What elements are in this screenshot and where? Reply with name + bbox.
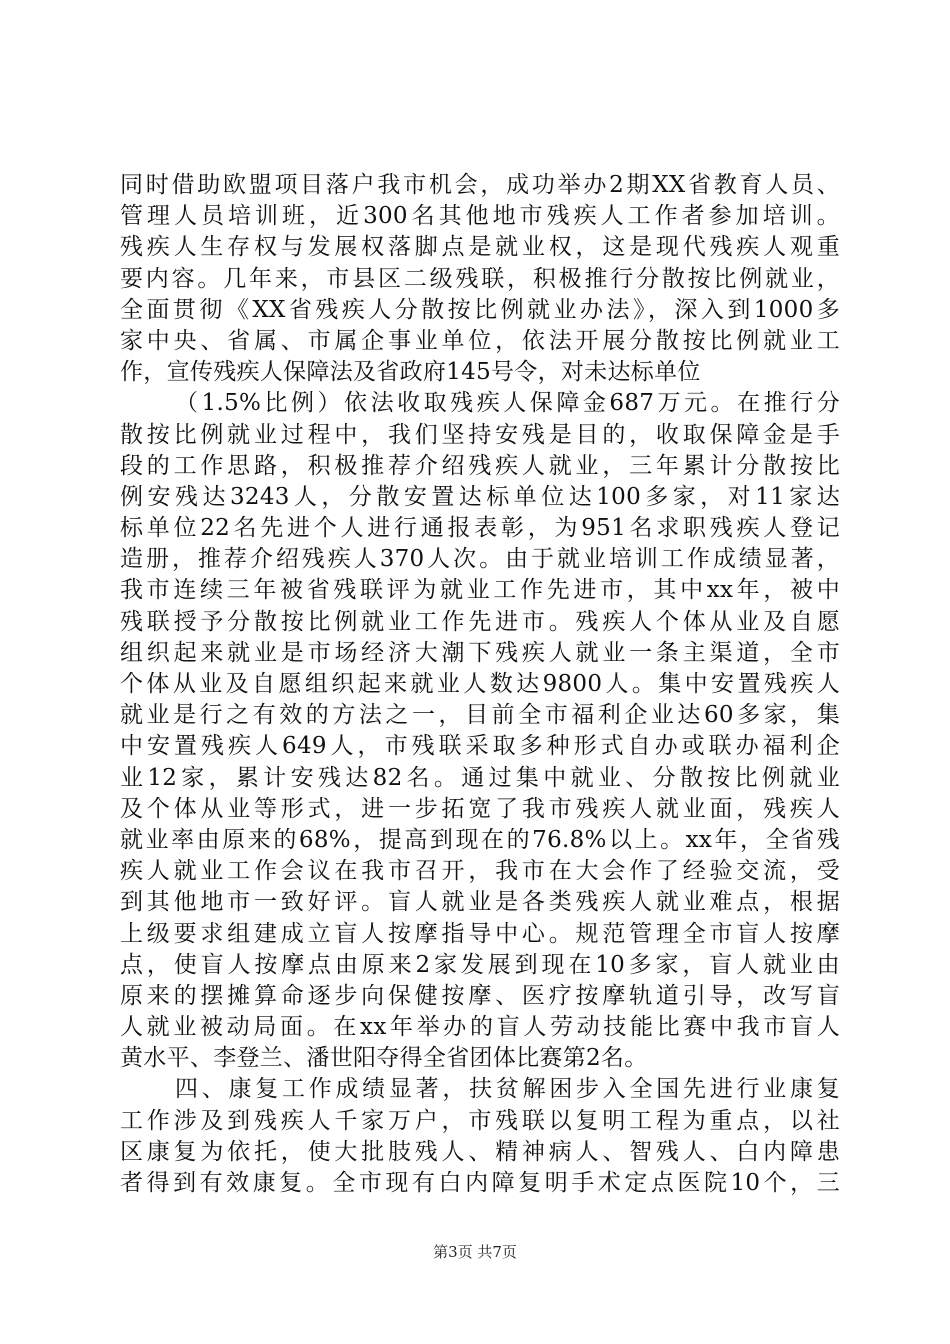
text-line: 黄水平、李登兰、潘世阳夺得全省团体比赛第2名。 bbox=[120, 1045, 648, 1072]
text-line: 及个体从业等形式，进一步拓宽了我市残疾人就业面，残疾人 bbox=[120, 795, 840, 822]
text-line: 者得到有效康复。全市现有白内障复明手术定点医院10个，三 bbox=[120, 1170, 840, 1196]
text-line: 管理人员培训班，近300名其他地市残疾人工作者参加培训。 bbox=[120, 203, 840, 230]
text-line: 区康复为依托，使大批肢残人、精神病人、智残人、白内障患 bbox=[120, 1138, 840, 1165]
text-line: 作，宣传残疾人保障法及省政府145号令，对未达标单位 bbox=[120, 359, 701, 386]
text-line: 中安置残疾人649人，市残联采取多种形式自办或联办福利企 bbox=[120, 733, 840, 760]
text-line: 散按比例就业过程中，我们坚持安残是目的，收取保障金是手 bbox=[120, 421, 840, 448]
text-line: 标单位22名先进个人进行通报表彰，为951名求职残疾人登记 bbox=[120, 515, 840, 542]
text-line: 工作涉及到残疾人千家万户，市残联以复明工程为重点，以社 bbox=[120, 1107, 840, 1134]
text-line: 例安残达3243人，分散安置达标单位达100多家，对11家达 bbox=[120, 483, 840, 510]
text-line: 个体从业及自愿组织起来就业人数达9800人。集中安置残疾人 bbox=[120, 671, 840, 697]
text-line: 上级要求组建成立盲人按摩指导中心。规范管理全市盲人按摩 bbox=[120, 920, 840, 947]
text-line: 残联授予分散按比例就业工作先进市。残疾人个体从业及自愿 bbox=[120, 608, 840, 635]
text-line: 家中央、省属、市属企事业单位，依法开展分散按比例就业工 bbox=[120, 327, 840, 354]
text-line: 段的工作思路，积极推荐介绍残疾人就业，三年累计分散按比 bbox=[120, 452, 840, 479]
text-line: 造册，推荐介绍残疾人370人次。由于就业培训工作成绩显著， bbox=[120, 546, 840, 573]
text-line: 要内容。几年来，市县区二级残联，积极推行分散按比例就业， bbox=[120, 265, 840, 292]
text-line: 就业是行之有效的方法之一，目前全市福利企业达60多家，集 bbox=[120, 702, 840, 729]
text-line: 我市连续三年被省残联评为就业工作先进市，其中xx年，被中 bbox=[120, 577, 840, 604]
text-line: 业12家，累计安残达82名。通过集中就业、分散按比例就业 bbox=[120, 764, 840, 791]
text-line: 人就业被动局面。在xx年举办的盲人劳动技能比赛中我市盲人 bbox=[120, 1014, 840, 1041]
text-line: 到其他地市一致好评。盲人就业是各类残疾人就业难点，根据 bbox=[120, 889, 840, 916]
text-line: 全面贯彻《XX省残疾人分散按比例就业办法》，深入到1000多 bbox=[120, 296, 840, 323]
page-footer bbox=[0, 1241, 950, 1262]
text-line: 四、康复工作成绩显著，扶贫解困步入全国先进行业康复 bbox=[175, 1076, 840, 1103]
page-number-label: 第3页 共7页 bbox=[433, 1243, 517, 1261]
text-line: 原来的摆摊算命逐步向保健按摩、医疗按摩轨道引导，改写盲 bbox=[120, 982, 840, 1009]
text-line: 疾人就业工作会议在我市召开，我市在大会作了经验交流，受 bbox=[120, 858, 840, 885]
text-line: 同时借助欧盟项目落户我市机会，成功举办2期XX省教育人员、 bbox=[120, 172, 840, 198]
text-line: 组织起来就业是市场经济大潮下残疾人就业一条主渠道，全市 bbox=[120, 639, 840, 666]
text-line: （1.5%比例）依法收取残疾人保障金687万元。在推行分 bbox=[175, 390, 840, 417]
document-body bbox=[120, 170, 840, 1199]
text-line: 就业率由原来的68%，提高到现在的76.8%以上。xx年，全省残 bbox=[120, 826, 840, 853]
text-line: 残疾人生存权与发展权落脚点是就业权，这是现代残疾人观重 bbox=[120, 234, 840, 261]
text-line: 点，使盲人按摩点由原来2家发展到现在10多家，盲人就业由 bbox=[120, 951, 840, 978]
